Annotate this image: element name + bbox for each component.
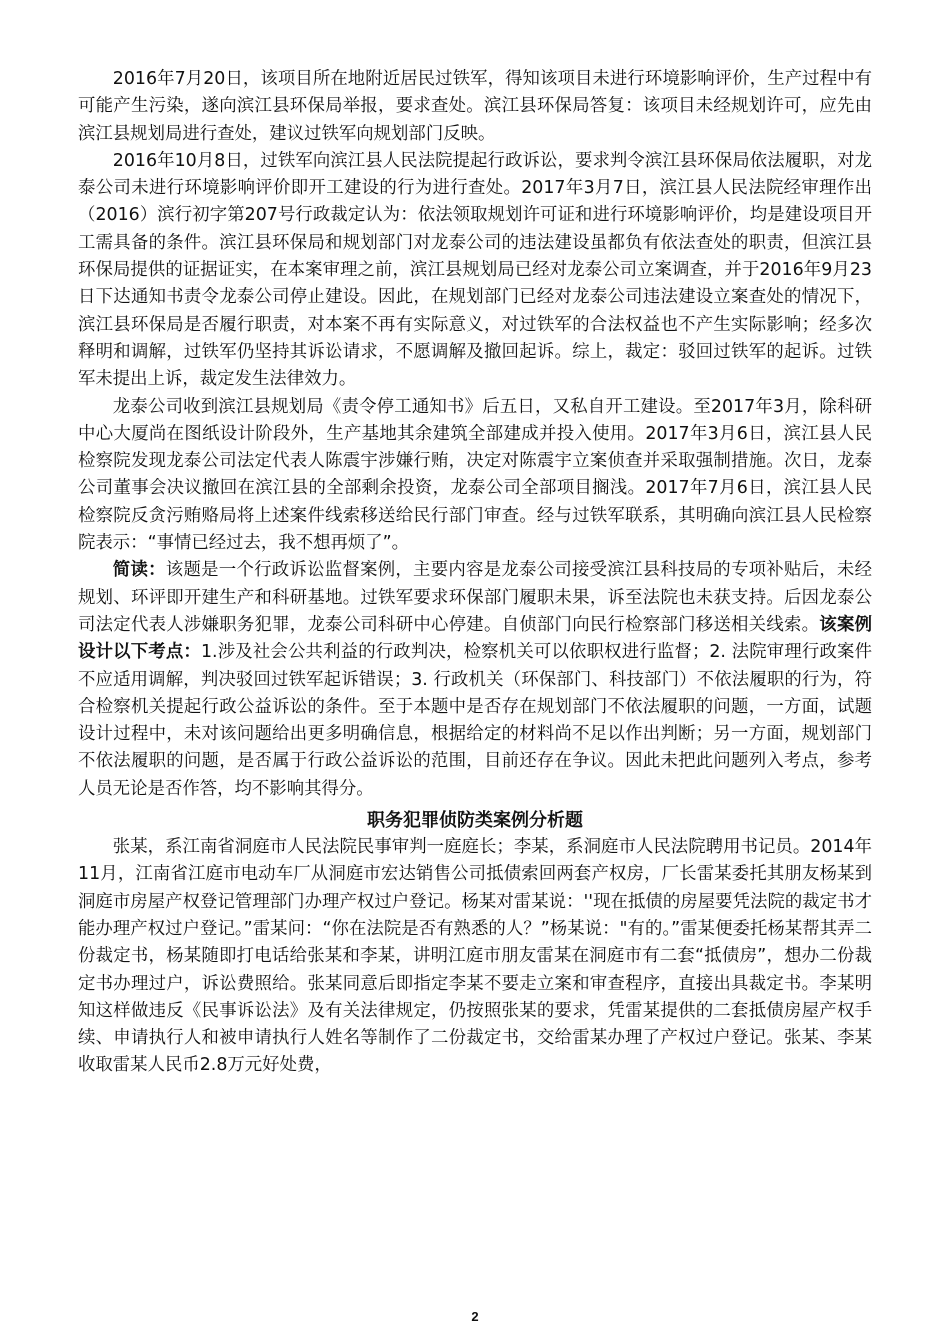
analysis-label: 简读： (112, 560, 166, 581)
paragraph-court-ruling: 2016年10月8日，过铁军向滨江县人民法院提起行政诉讼，要求判令滨江县环保局依法履职，对龙泰公司未进行环境影响评价即开工建设的行为进行查处。2017年3月7日，滨江县人民法院经审理作出（2016）滨行初字第207号行政裁定认为：依法领取规划许可证和进行环境影响评价，均是建设项目开工需具备的条件。滨江县环保局和规划部门对龙泰公司的违法建设虽都负有依法查处的职责，但滨江县环保局提供的证据证实，在本案审理之前，滨江县规划局已经对龙泰公司立案调查，并于2016年9月23日下达通知书责令龙泰公司停止建设。因此，在规划部门已经对龙泰公司违法建设立案查处的情况下，滨江县环保局是否履行职责，对本案不再有实际意义，对过铁军的合法权益也不产生实际影响；经多次释明和调解，过铁军仍坚持其诉讼请求，不愿调解及撤回起诉。综上，裁定：驳回过铁军的起诉。过铁军未提出上诉，裁定发生法律效力。 (78, 150, 872, 390)
analysis-text-2: 1.涉及社会公共利益的行政判决，检察机关可以依职权进行监督；2. 法院审理行政案件不应适用调解，判决驳回过铁军起诉错误；3. 行政机关（环保部门、科技部门）不依法履职的行为，符合检察机关提起行政公益诉讼的条件。至于本题中是否存在规划部门不依法履职的问题，一方面，试题设计过程中，未对该问题给出更多明确信息，根据给定的材料尚不足以作出判断；另一方面，规划部门不依法履职的问题，是否属于行政公益诉讼的范围，目前还存在争议。因此未把此问题列入考点，参考人员无论是否作答，均不影响其得分。 (78, 642, 872, 799)
page-number: 2 (471, 1309, 479, 1324)
paragraph-residents-report: 2016年7月20日，该项目所在地附近居民过铁军，得知该项目未进行环境影响评价，生产过程中有可能产生污染，遂向滨江县环保局举报，要求查处。滨江县环保局答复：该项目未经规划许可，应先由滨江县规划局进行查处，建议过铁军向规划部门反映。 (78, 69, 872, 144)
paragraph-analysis (78, 557, 872, 803)
analysis-text-1: 该题是一个行政诉讼监督案例，主要内容是龙泰公司接受滨江县科技局的专项补贴后，未经规划、环评即开建生产和科研基地。过铁军要求环保部门履职未果，诉至法院也未获支持。后因龙泰公司法定代表人涉嫌职务犯罪，龙泰公司科研中心停建。自侦部门向民行检察部门移送相关线索。 (78, 560, 872, 635)
paragraph-company-resumed: 龙泰公司收到滨江县规划局《责令停工通知书》后五日，又私自开工建设。至2017年3月，除科研中心大厦尚在图纸设计阶段外，生产基地其余建筑全部建成并投入使用。2017年3月6日，滨江县人民检察院发现龙泰公司法定代表人陈震宇涉嫌行贿，决定对陈震宇立案侦查并采取强制措施。次日，龙泰公司董事会决议撤回在滨江县的全部剩余投资，龙泰公司全部项目搁浅。2017年7月6日，滨江县人民检察院反贪污贿赂局将上述案件线索移送给民行部门审查。经与过铁军联系，其明确向滨江县人民检察院表示：“事情已经过去，我不想再烦了”。 (78, 396, 872, 554)
paragraph-case-description: 张某，系江南省洞庭市人民法院民事审判一庭庭长；李某，系洞庭市人民法院聘用书记员。2014年11月，江南省江庭市电动车厂从洞庭市宏达销售公司抵债索回两套产权房，厂长雷某委托其朋友杨某到洞庭市房屋产权登记管理部门办理产权过户登记。杨某对雷某说：''现在抵债的房屋要凭法院的裁定书才能办理产权过户登记。”雷某问：“你在法院是否有熟悉的人？”杨某说："有的。”雷某便委托杨某帮其弄二份裁定书，杨某随即打电话给张某和李某，讲明江庭市朋友雷某在洞庭市有二套“抵债房”，想办二份裁定书办理过户，诉讼费照给。张某同意后即指定李某不要走立案和审查程序，直接出具裁定书。李某明知这样做违反《民事诉讼法》及有关法律规定，仍按照张某的要求，凭雷某提供的二套抵债房屋产权手续、申请执行人和被申请执行人姓名等制作了二份裁定书，交给雷某办理了产权过户登记。张某、李某收取雷某人民币2.8万元好处费， (78, 837, 872, 1076)
section-title: 职务犯罪侦防类案例分析题 (367, 810, 583, 832)
analysis-label-2: 该案例设计以下考点： (78, 614, 872, 663)
document-page (78, 66, 872, 1080)
